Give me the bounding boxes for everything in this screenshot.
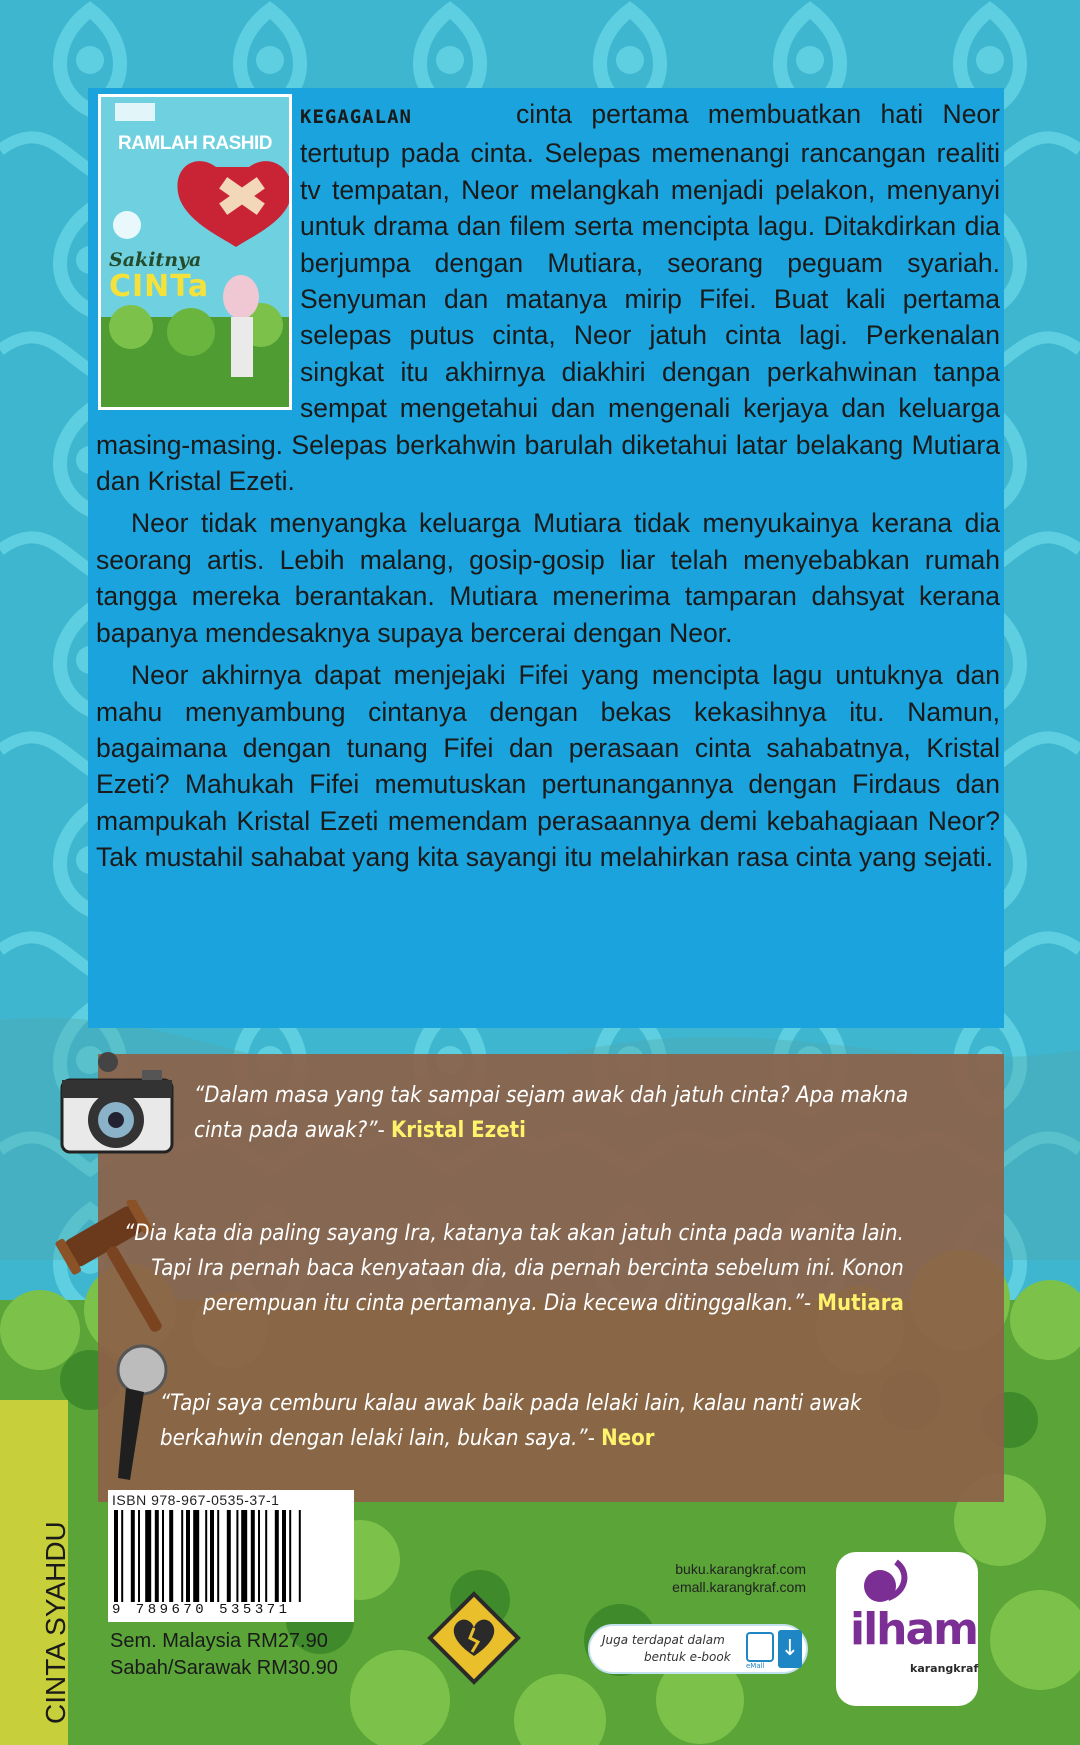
- quote-speaker: Mutiara: [817, 1291, 904, 1316]
- website-emall[interactable]: emall.karangkraf.com: [672, 1579, 806, 1595]
- ebook-badge: [588, 1624, 808, 1674]
- barcode-digits: 9 789670 535371: [112, 1602, 291, 1618]
- quote-line: “Tapi saya cemburu kalau awak baik pada lelaki lain, kalau nanti awak: [160, 1391, 862, 1416]
- quote-kristal: [194, 1078, 908, 1148]
- barcode-bars: [114, 1510, 348, 1602]
- ilham-subbrand: karangkraf: [910, 1662, 979, 1675]
- spine-label: CINTA SYAHDU: [40, 1521, 71, 1724]
- quote-mutiara: [124, 1216, 904, 1321]
- isbn-text: ISBN 978-967-0535-37-1: [112, 1492, 280, 1508]
- cover-float-spacer: [96, 96, 300, 423]
- quote-line: “Dalam masa yang tak sampai sejam awak dah jatuh cinta? Apa makna: [194, 1083, 909, 1108]
- ebook-text-line2: bentuk e-book: [644, 1650, 731, 1664]
- ilham-wordmark: ilham: [850, 1604, 978, 1655]
- price-malaysia: Sem. Malaysia RM27.90: [110, 1630, 328, 1652]
- broken-heart-sign-icon: [426, 1590, 522, 1686]
- quote-text: berkahwin dengan lelaki lain, bukan saya.”-: [160, 1426, 602, 1451]
- download-icon: ↓: [778, 1630, 802, 1668]
- quote-line: [194, 1113, 908, 1148]
- ilham-logo: [836, 1552, 978, 1706]
- cover-title-part2: CINTa: [109, 269, 210, 304]
- synopsis-paragraph-2: Neor tidak menyangka keluarga Mutiara tidak menyukainya kerana dia seorang artis. Lebih malang, gosip-gosip liar telah menyebabkan rumah tangga mereka berantakan. Mutiara menerima tamparan dahsyat kerana bapanya mendesaknya supaya bercerai dengan Neor.: [96, 508, 1000, 648]
- synopsis-text: [96, 96, 1000, 876]
- cover-author: RAMLAH RASHID: [118, 133, 272, 154]
- ilham-logo-mark: [836, 1552, 978, 1612]
- quote-speaker: Kristal Ezeti: [390, 1118, 526, 1143]
- quote-line: [160, 1421, 861, 1456]
- cover-title-part1: Sakitnya: [109, 249, 202, 271]
- quote-line: Tapi Ira pernah baca kenyataan dia, dia pernah bercinta sebelum ini. Konon: [151, 1256, 904, 1281]
- synopsis-paragraph-3: Neor akhirnya dapat menjejaki Fifei yang mencipta lagu untuknya dan mahu menyambung cintanya dengan bekas kekasihnya itu. Namun, bagaimana dengan tunang Fifei dan perasaan cinta sahabatnya, Kristal Ezeti? Mahukah Fifei memutuskan pertunangannya dengan Firdaus dan mampukah Kristal Ezeti memendam perasaannya demi kebahagiaan Neor? Tak mustahil sahabat yang kita sayangi itu melahirkan rasa cinta yang sejati.: [96, 660, 1000, 873]
- quote-text: cinta pada awak?”-: [194, 1118, 391, 1143]
- publisher-websites: [600, 1560, 806, 1596]
- quote-speaker: Neor: [601, 1426, 655, 1451]
- website-buku[interactable]: buku.karangkraf.com: [675, 1561, 806, 1577]
- lead-word: KEGAGALAN: [300, 106, 412, 128]
- ebook-text-line1: Juga terdapat dalam: [602, 1633, 725, 1647]
- quote-line: “Dia kata dia paling sayang Ira, katanya tak akan jatuh cinta pada wanita lain.: [124, 1221, 904, 1246]
- synopsis-paragraph-1-body: cinta pertama membuatkan hati Neor tertutup pada cinta. Selepas memenangi rancangan realiti tv tempatan, Neor melangkah menjadi pelakon, menyanyi untuk drama dan filem serta mencipta lagu. Ditakdirkan dia berjumpa dengan Mutiara, seorang peguam syariah. Senyuman dan matanya mirip Fifei. Buat kali pertama selepas putus cinta, Neor jatuh cinta lagi. Perkenalan singkat itu akhirnya diakhiri dengan perkahwinan tanpa sempat mengetahui dan mengenali kerjaya dan keluarga masing-masing. Selepas berkahwin barulah diketahui latar belakang Mutiara dan Kristal Ezeti.: [96, 99, 1000, 497]
- price-sabah-sarawak: Sabah/Sarawak RM30.90: [110, 1657, 338, 1679]
- camera-icon: [58, 1050, 176, 1162]
- emall-icon: [746, 1632, 774, 1662]
- quote-neor: [160, 1386, 861, 1456]
- quote-text: perempuan itu cinta pertamanya. Dia kecewa ditinggalkan.”-: [203, 1291, 818, 1316]
- isbn-barcode: [108, 1490, 354, 1622]
- quote-line: [124, 1286, 904, 1321]
- emall-label: eMall: [746, 1662, 765, 1670]
